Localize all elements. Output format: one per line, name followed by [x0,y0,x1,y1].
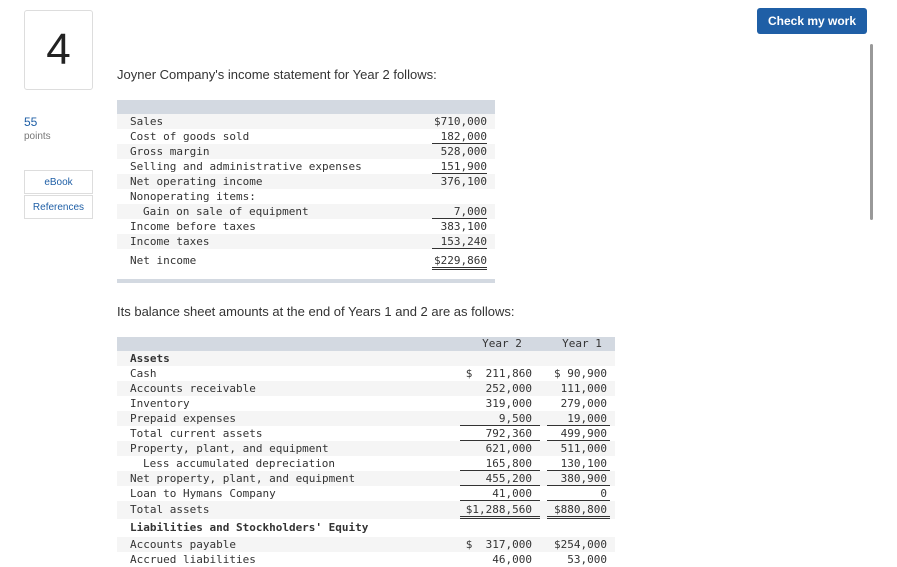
intro-income: Joyner Company's income statement for Year 2 follows: [117,67,437,82]
year2-value: 792,360 [460,426,540,441]
table-row [117,426,615,441]
row-label: Income before taxes [130,220,256,233]
year2-value [460,351,540,366]
year2-value: 455,200 [460,471,540,486]
row-label: Less accumulated depreciation [143,457,336,470]
row-label: Gain on sale of equipment [143,205,309,218]
check-my-work-button[interactable]: Check my work [757,8,867,34]
year1-value [547,519,610,537]
row-value: 7,000 [432,204,487,219]
table-row [117,366,615,381]
table-row [117,174,495,189]
ebook-button[interactable]: eBook [24,170,93,194]
table-row [117,204,495,219]
row-label: Liabilities and Stockholders' Equity [130,521,369,534]
table-row [117,219,495,234]
table-row [117,144,495,159]
table-row [117,441,615,456]
table-row [117,537,615,552]
row-label: Cash [130,367,157,380]
points-label: points [24,131,51,142]
row-value: 151,900 [432,159,487,174]
year1-value: 130,100 [547,456,610,471]
row-label: Cost of goods sold [130,130,250,143]
row-label: Accrued liabilities [130,553,256,566]
scrollbar[interactable] [870,44,873,220]
year2-value: $ 317,000 [465,538,532,551]
row-label: Prepaid expenses [130,412,236,425]
table-row [117,519,615,537]
row-label: Gross margin [130,145,210,158]
year1-value: 499,900 [547,426,610,441]
table-row [117,552,615,567]
row-label: Income taxes [130,235,210,248]
year1-value: 111,000 [560,382,607,395]
year1-value [547,351,610,366]
income-statement-table [117,100,495,283]
table-row [117,381,615,396]
table-row [117,456,615,471]
table-row [117,114,495,129]
row-label: Net operating income [130,175,263,188]
intro-balance: Its balance sheet amounts at the end of Years 1 and 2 are as follows: [117,304,515,319]
row-value: 528,000 [440,145,487,158]
table-row [117,411,615,426]
row-label: Net property, plant, and equipment [130,472,356,485]
row-label: Assets [130,352,170,365]
year2-value: 252,000 [485,382,532,395]
row-label: Sales [130,115,164,128]
row-label: Inventory [130,397,190,410]
table-row [117,501,615,519]
table-header [117,100,495,114]
year1-value: $ 90,900 [554,367,607,380]
year1-value: 19,000 [547,411,610,426]
table-row [117,486,615,501]
year2-value: 41,000 [460,486,540,501]
year1-value: 279,000 [560,397,607,410]
row-label: Loan to Hymans Company [130,487,276,500]
table-row [117,251,495,271]
table-header [117,337,615,351]
year2-value: $ 211,860 [465,367,532,380]
table-row [117,159,495,174]
year2-value: 46,000 [492,553,532,566]
row-value: 376,100 [440,175,487,188]
balance-sheet-table [117,337,615,567]
row-value: 153,240 [432,234,487,249]
row-value [432,189,487,204]
year1-value: 0 [547,486,610,501]
table-row [117,189,495,204]
year1-value: 511,000 [560,442,607,455]
year2-value: 319,000 [485,397,532,410]
row-label: Property, plant, and equipment [130,442,329,455]
table-row [117,234,495,249]
row-value: 182,000 [432,129,487,144]
row-label: Accounts receivable [130,382,256,395]
question-number: 4 [24,10,93,90]
table-row [117,351,615,366]
year1-value: 53,000 [567,553,607,566]
references-button[interactable]: References [24,195,93,219]
row-label: Nonoperating items: [130,190,256,203]
table-row [117,471,615,486]
year2-value: $1,288,560 [460,501,540,519]
year2-value: 621,000 [485,442,532,455]
row-label: Selling and administrative expenses [130,160,362,173]
col-year2: Year 2 [482,337,522,350]
points-value: 55 [24,115,38,129]
row-value: $710,000 [434,115,487,128]
row-label: Total current assets [130,427,263,440]
row-value: $229,860 [432,251,487,270]
row-label: Total assets [130,503,210,516]
row-label: Net income [130,254,197,267]
table-row [117,396,615,411]
table-row [117,129,495,144]
col-year1: Year 1 [562,337,602,350]
year2-value [460,519,540,537]
row-value: 383,100 [440,220,487,233]
year1-value: $880,800 [547,501,610,519]
year2-value: 165,800 [460,456,540,471]
year1-value: $254,000 [554,538,607,551]
year1-value: 380,900 [547,471,610,486]
year2-value: 9,500 [460,411,540,426]
row-label: Accounts payable [130,538,236,551]
